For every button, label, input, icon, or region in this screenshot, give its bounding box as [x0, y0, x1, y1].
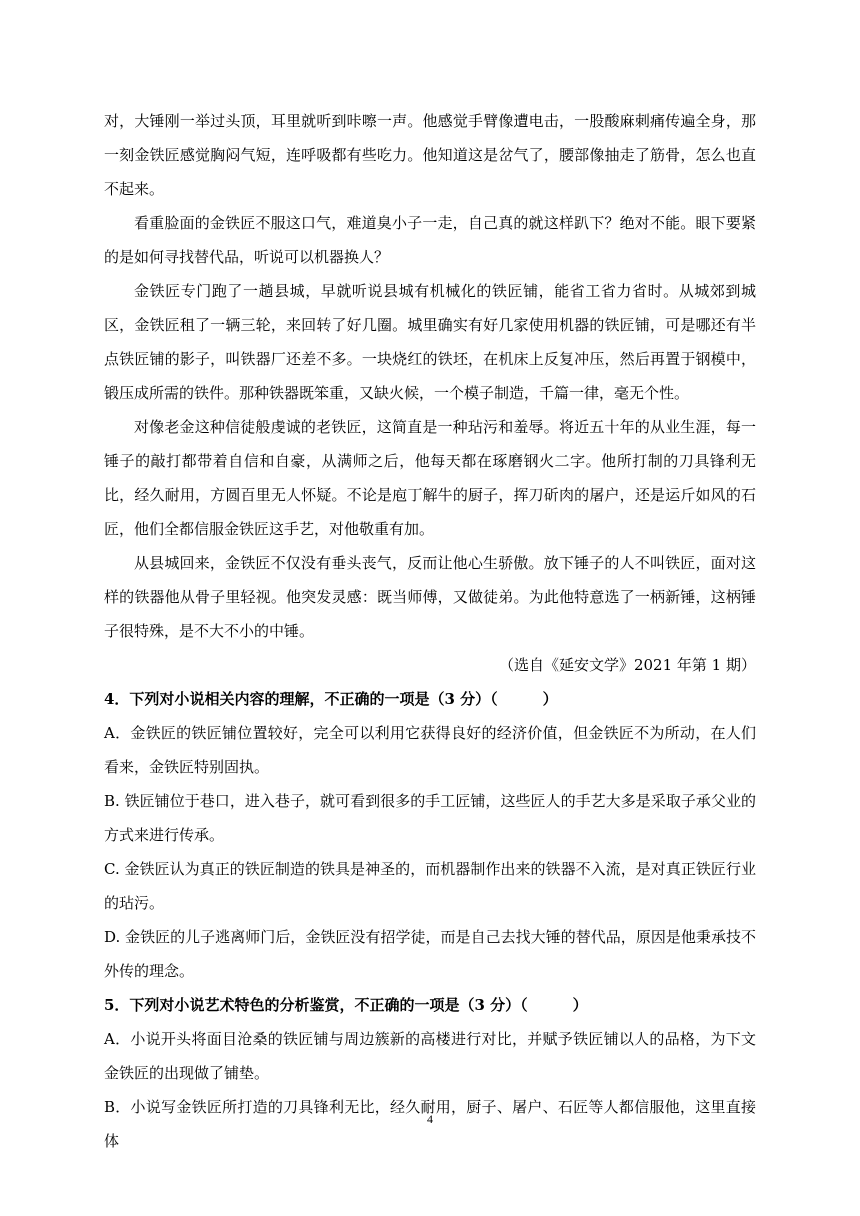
- option-b: B. 铁匠铺位于巷口，进入巷子，就可看到很多的手工匠铺，这些匠人的手艺大多是采取子承父业的方式来进行传承。: [104, 792, 756, 844]
- option-d: D. 金铁匠的儿子逃离师门后，金铁匠没有招学徒，而是自己去找大锤的替代品，原因是他秉承技不外传的理念。: [104, 928, 756, 980]
- question-stem: 4．下列对小说相关内容的理解，不正确的一项是（3 分）（ ）: [104, 690, 558, 708]
- story-paragraph-3: 金铁匠专门跑了一趟县城，早就听说县城有机械化的铁匠铺，能省工省力省时。从城郊到城区，金铁匠租了一辆三轮，来回转了好几圈。城里确实有好几家使用机器的铁匠铺，可是哪还有半点铁匠铺的影子，叫铁器厂还差不多。一块烧红的铁坯，在机床上反复冲压，然后再置于钢模中，锻压成所需的铁件。那种铁器既笨重，又缺火候，一个模子制造，千篇一律，毫无个性。: [104, 282, 756, 402]
- question-4: [104, 682, 756, 988]
- story-paragraph-2: 看重脸面的金铁匠不服这口气，难道臭小子一走，自己真的就这样趴下？绝对不能。眼下要紧的是如何寻找替代品，听说可以机器换人？: [104, 214, 756, 266]
- option-a: A．小说开头将面目沧桑的铁匠铺与周边簇新的高楼进行对比，并赋予铁匠铺以人的品格，为下文金铁匠的出现做了铺垫。: [104, 1030, 756, 1082]
- option-a: A．金铁匠的铁匠铺位置较好，完全可以利用它获得良好的经济价值，但金铁匠不为所动，在人们看来，金铁匠特别固执。: [104, 724, 756, 776]
- question-stem: 5．下列对小说艺术特色的分析鉴赏，不正确的一项是（3 分）（ ）: [104, 996, 588, 1014]
- option-b: B．小说写金铁匠所打造的刀具锋利无比，经久耐用，厨子、屠户、石匠等人都信服他，这里直接体: [104, 1098, 756, 1150]
- page-number: 4: [427, 1112, 433, 1126]
- document-page: [104, 104, 756, 1158]
- story-paragraph-4: 对像老金这种信徒般虔诚的老铁匠，这简直是一种玷污和羞辱。将近五十年的从业生涯，每一锤子的敲打都带着自信和自豪，从满师之后，他每天都在琢磨钢火二字。他所打制的刀具锋利无比，经久耐用，方圆百里无人怀疑。不论是庖丁解牛的厨子，挥刀斫肉的屠户，还是运斤如风的石匠，他们全都信服金铁匠这手艺，对他敬重有加。: [104, 418, 756, 538]
- source-citation: （选自《延安文学》2021 年第 1 期）: [498, 656, 756, 674]
- story-paragraph-1: 对，大锤刚一举过头顶，耳里就听到咔嚓一声。他感觉手臂像遭电击，一股酸麻刺痛传遍全身，那一刻金铁匠感觉胸闷气短，连呼吸都有些吃力。他知道这是岔气了，腰部像抽走了筋骨，怎么也直不起来。: [104, 112, 756, 198]
- question-5: [104, 988, 756, 1158]
- option-c: C. 金铁匠认为真正的铁匠制造的铁具是神圣的，而机器制作出来的铁器不入流，是对真正铁匠行业的玷污。: [104, 860, 756, 912]
- story-paragraph-5: 从县城回来，金铁匠不仅没有垂头丧气，反而让他心生骄傲。放下锤子的人不叫铁匠，面对这样的铁器他从骨子里轻视。他突发灵感：既当师傅，又做徒弟。为此他特意选了一柄新锤，这柄锤子很特殊，是不大不小的中锤。: [104, 554, 756, 640]
